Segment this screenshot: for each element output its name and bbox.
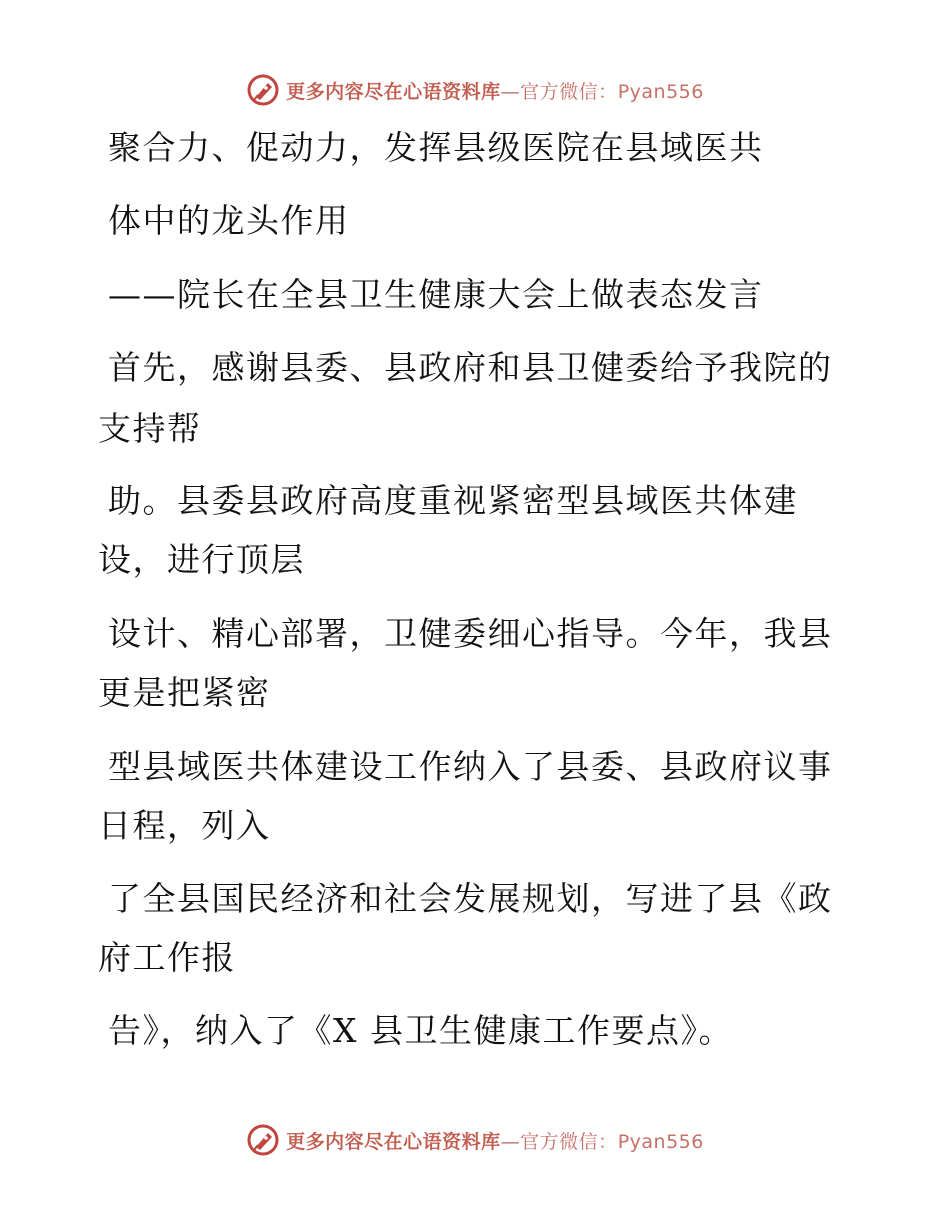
doc-line-1: 聚合力、促动力，发挥县级医院在县域医共 <box>108 128 764 167</box>
watermark-banner-content <box>246 73 704 107</box>
watermark-site-text: 更多内容尽在心语资料库 <box>286 1130 501 1153</box>
watermark-banner-content <box>246 1123 704 1157</box>
doc-line-2: 体中的龙头作用 <box>108 201 350 240</box>
doc-line-14: 告》，纳入了《X 县卫生健康工作要点》。 <box>108 1011 733 1050</box>
doc-line-4: 首先，感谢县委、县政府和县卫健委给予我院的 <box>108 348 833 387</box>
doc-line-13: 府工作报 <box>98 938 236 977</box>
doc-line-3: ——院长在全县卫生健康大会上做表态发言 <box>108 275 764 314</box>
watermark-banner-top <box>0 70 950 110</box>
doc-line-11: 日程，列入 <box>98 806 271 845</box>
doc-line-9: 更是把紧密 <box>98 673 271 712</box>
watermark-text <box>286 1127 704 1154</box>
doc-line-7: 设，进行顶层 <box>98 540 305 579</box>
watermark-banner-bottom <box>0 1120 950 1160</box>
watermark-text <box>286 77 704 104</box>
watermark-wechat-id: Pyan556 <box>617 1130 704 1153</box>
watermark-wechat-id: Pyan556 <box>617 80 704 103</box>
doc-line-5: 支持帮 <box>98 409 202 448</box>
doc-line-6: 助。县委县政府高度重视紧密型县域医共体建 <box>108 481 798 520</box>
doc-line-10: 型县域医共体建设工作纳入了县委、县政府议事 <box>108 747 833 786</box>
pen-nib-logo-icon <box>246 1123 280 1157</box>
watermark-wechat-label: 官方微信： <box>520 80 618 103</box>
pen-nib-logo-icon <box>246 73 280 107</box>
watermark-site-text: 更多内容尽在心语资料库 <box>286 80 501 103</box>
watermark-dash: — <box>500 80 521 103</box>
watermark-dash: — <box>500 1130 521 1153</box>
watermark-wechat-label: 官方微信： <box>520 1130 618 1153</box>
doc-line-8: 设计、精心部署，卫健委细心指导。今年，我县 <box>108 614 833 653</box>
doc-line-12: 了全县国民经济和社会发展规划，写进了县《政 <box>108 879 833 918</box>
